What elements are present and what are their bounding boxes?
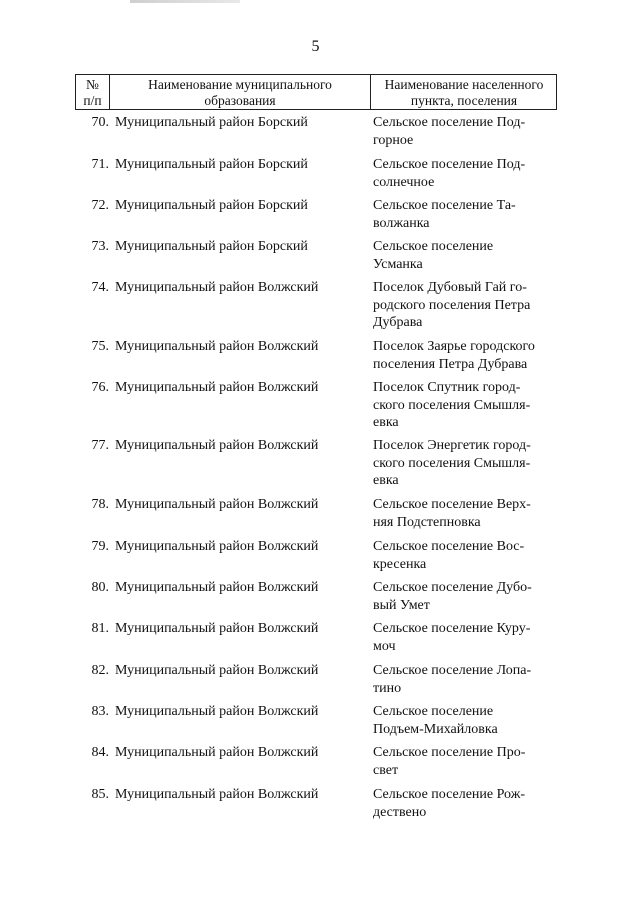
settlement-name-line: дествено <box>373 804 427 820</box>
header-municipality-line: Наименование муниципального <box>148 77 332 92</box>
settlement-name <box>373 114 558 149</box>
municipality-name: Муниципальный район Волжский <box>115 380 319 395</box>
settlement-name <box>373 620 558 655</box>
settlement-name-line: няя Подстепновка <box>373 514 481 530</box>
header-settlement-line: Наименование населенного <box>384 77 544 92</box>
row-number: 72. <box>91 198 109 213</box>
row-number: 84. <box>91 745 109 760</box>
settlement-name-line: Дубрава <box>373 315 423 330</box>
settlement-name-line: солнечное <box>373 174 435 190</box>
municipality-name: Муниципальный район Волжский <box>115 539 319 554</box>
settlement-name <box>373 786 558 821</box>
settlement-name <box>373 496 558 531</box>
municipality-name: Муниципальный район Борский <box>115 157 308 172</box>
settlement-name-line: Сельское поселение <box>373 239 494 254</box>
settlement-name-line: ского поселения Смышля- <box>373 455 531 471</box>
settlement-name <box>373 279 558 332</box>
settlement-name <box>373 579 558 614</box>
settlement-name-line: ского поселения Смышля- <box>373 397 531 413</box>
settlement-name-line: поселения Петра Дубрава <box>373 356 528 372</box>
row-number: 82. <box>91 663 109 678</box>
row-number: 78. <box>91 497 109 512</box>
municipality-name: Муниципальный район Волжский <box>115 280 319 295</box>
municipality-name: Муниципальный район Волжский <box>115 663 319 678</box>
row-number: 70. <box>91 115 109 130</box>
settlement-name-line: евка <box>373 473 399 488</box>
municipality-name: Муниципальный район Борский <box>115 115 308 130</box>
settlement-name-line: евка <box>373 415 399 430</box>
settlement-name <box>373 437 558 490</box>
settlement-name-line: Сельское поселение Лопа- <box>373 663 532 678</box>
settlement-name-line: вый Умет <box>373 597 430 613</box>
settlement-name-line: Сельское поселение Под- <box>373 157 526 172</box>
municipality-name: Муниципальный район Борский <box>115 239 308 254</box>
row-number: 83. <box>91 704 109 719</box>
page-number: 5 <box>311 38 320 55</box>
row-number: 76. <box>91 380 109 395</box>
header-municipality-line: образования <box>204 93 276 108</box>
municipality-name: Муниципальный район Волжский <box>115 339 319 354</box>
settlement-name <box>373 662 558 697</box>
row-number: 77. <box>91 438 109 453</box>
settlement-name <box>373 703 558 738</box>
municipality-name: Муниципальный район Борский <box>115 198 308 213</box>
settlement-name-line: Поселок Дубовый Гай го- <box>373 280 527 295</box>
settlement-name-line: Сельское поселение Куру- <box>373 621 531 636</box>
header-settlement <box>371 75 557 109</box>
settlement-name-line: волжанка <box>373 215 430 231</box>
header-number <box>76 75 110 109</box>
municipality-name: Муниципальный район Волжский <box>115 787 319 802</box>
settlement-name-line: горное <box>373 132 414 148</box>
settlement-name <box>373 338 558 373</box>
settlement-name-line: тино <box>373 680 402 696</box>
municipality-name: Муниципальный район Волжский <box>115 580 319 595</box>
settlement-name <box>373 156 558 191</box>
settlement-name-line: Сельское поселение Та- <box>373 198 516 213</box>
municipality-name: Муниципальный район Волжский <box>115 497 319 512</box>
settlement-name-line: моч <box>373 638 396 654</box>
row-number: 74. <box>91 280 109 295</box>
municipality-name: Муниципальный район Волжский <box>115 621 319 636</box>
header-number-line: п/п <box>83 93 102 108</box>
settlement-name-line: Сельское поселение Верх- <box>373 497 531 512</box>
row-number: 71. <box>91 157 109 172</box>
row-number: 75. <box>91 339 109 354</box>
settlement-name-line: Сельское поселение Рож- <box>373 787 526 802</box>
municipality-name: Муниципальный район Волжский <box>115 704 319 719</box>
row-number: 81. <box>91 621 109 636</box>
header-number-line: № <box>86 77 99 92</box>
header-municipality <box>110 75 371 109</box>
row-number: 73. <box>91 239 109 254</box>
settlement-name-line: Сельское поселение <box>373 704 494 719</box>
settlement-name-line: Поселок Заярье городского <box>373 339 535 354</box>
settlement-name-line: Сельское поселение Дубо- <box>373 580 532 595</box>
settlement-name-line: свет <box>373 762 399 778</box>
settlement-name <box>373 197 558 232</box>
municipality-name: Муниципальный район Волжский <box>115 745 319 760</box>
settlements-table <box>75 74 557 820</box>
table-header <box>75 74 557 110</box>
settlement-name-line: родского поселения Петра <box>373 297 531 313</box>
settlement-name-line: Поселок Спутник город- <box>373 380 521 395</box>
settlement-name-line: Сельское поселение Под- <box>373 115 526 130</box>
row-number: 80. <box>91 580 109 595</box>
settlement-name-line: Сельское поселение Вос- <box>373 539 525 554</box>
scan-edge-mark <box>130 0 240 3</box>
row-number: 79. <box>91 539 109 554</box>
settlement-name-line: кресенка <box>373 556 427 572</box>
settlement-name <box>373 538 558 573</box>
settlement-name <box>373 379 558 432</box>
settlement-name-line: Сельское поселение Про- <box>373 745 526 760</box>
settlement-name <box>373 238 558 273</box>
municipality-name: Муниципальный район Волжский <box>115 438 319 453</box>
settlement-name-line: Подъем-Михайловка <box>373 721 498 737</box>
settlement-name-line: Поселок Энергетик город- <box>373 438 531 453</box>
settlement-name <box>373 744 558 779</box>
header-settlement-line: пункта, поселения <box>410 93 518 108</box>
row-number: 85. <box>91 787 109 802</box>
settlement-name-line: Усманка <box>373 256 423 272</box>
